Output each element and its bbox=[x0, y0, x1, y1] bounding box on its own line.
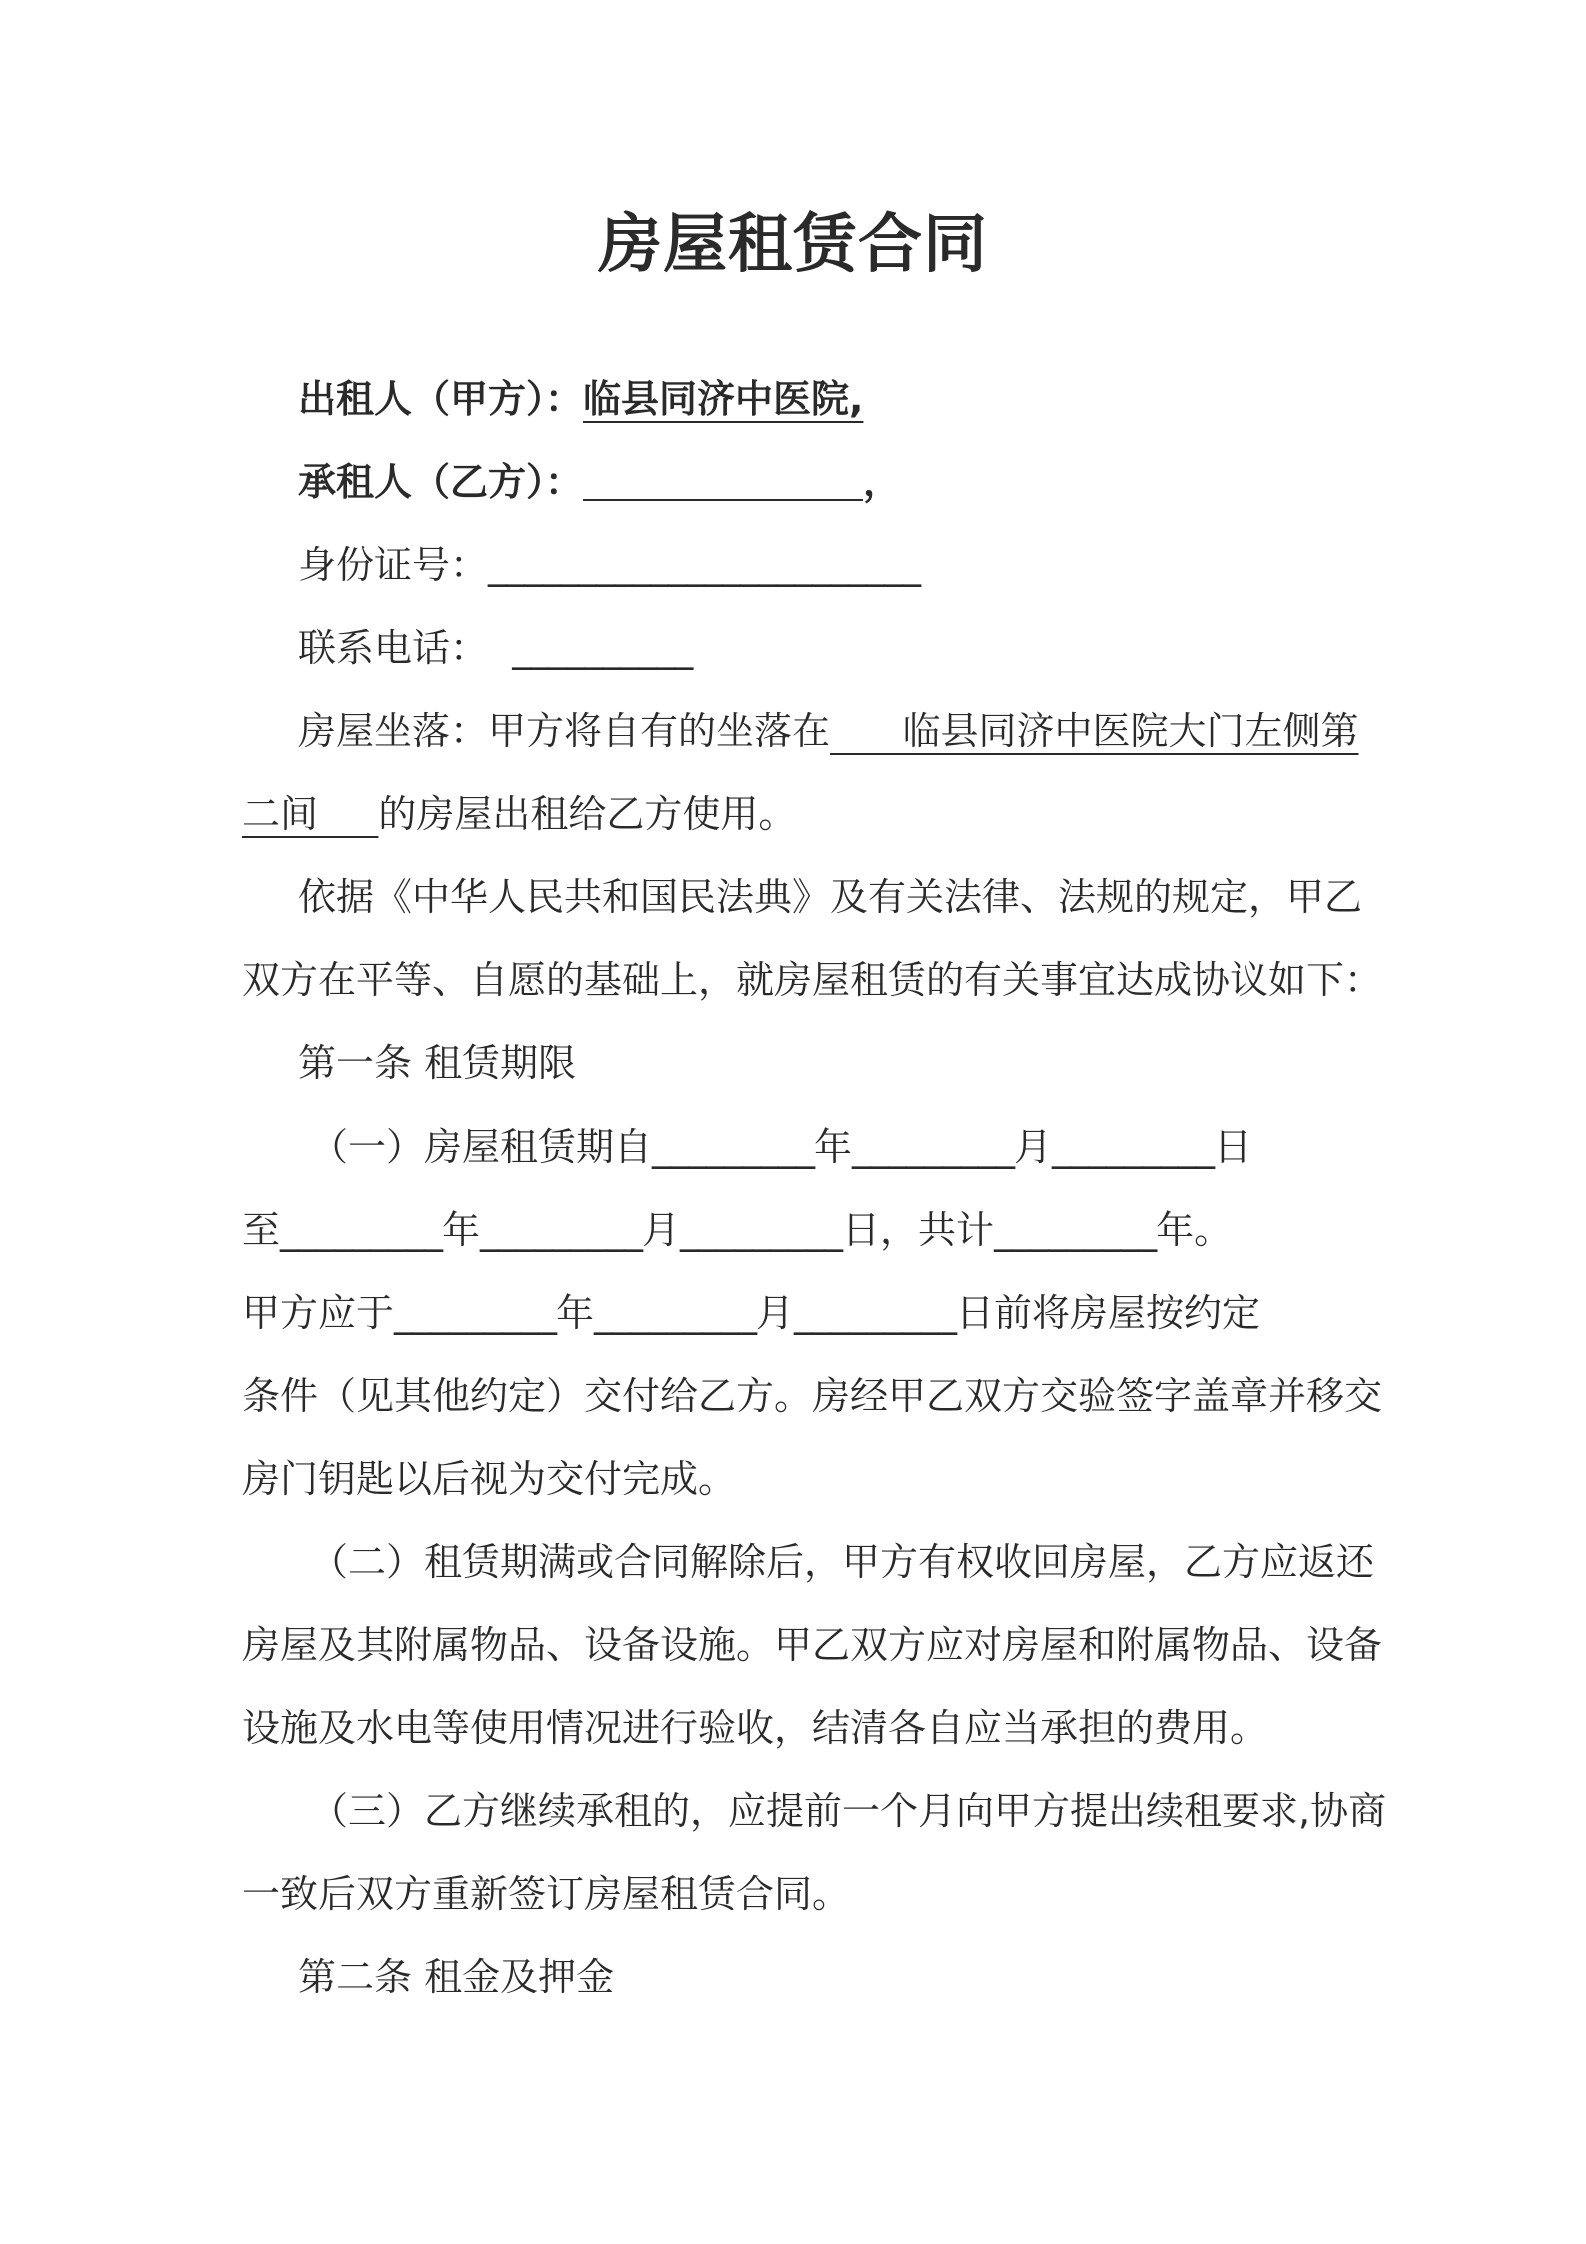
article-2-heading: 第二条 租金及押金 bbox=[298, 1955, 615, 1999]
location-line bbox=[298, 706, 1359, 756]
end-day-blank: _________ bbox=[680, 1208, 843, 1252]
delivery-day-blank: _________ bbox=[794, 1291, 957, 1335]
end-year-blank: _________ bbox=[280, 1208, 443, 1252]
location-value-2 bbox=[242, 792, 378, 836]
article-1-para-2-line-2: 房屋及其附属物品、设备设施。甲乙双方应对房屋和附属物品、设备 bbox=[242, 1623, 1383, 1667]
id-line bbox=[298, 540, 920, 590]
phone-label: 联系电话： bbox=[298, 626, 489, 670]
delivery-year-blank: _________ bbox=[394, 1291, 557, 1335]
year-label: 年 bbox=[556, 1291, 595, 1335]
year-label: 年 bbox=[814, 1125, 853, 1169]
id-blank: ________________________ bbox=[488, 543, 921, 587]
delivery-month-blank: _________ bbox=[594, 1291, 757, 1335]
lessor-line bbox=[298, 374, 863, 424]
id-label: 身份证号： bbox=[298, 543, 489, 587]
location-value-text: 临县同济中医院大门左侧第 bbox=[902, 709, 1359, 753]
month-label: 月 bbox=[642, 1208, 681, 1252]
lessee-name-blank bbox=[583, 459, 863, 501]
phone-line bbox=[298, 623, 692, 673]
article-1-para-2-line-3: 设施及水电等使用情况进行验收，结清各自应当承担的费用。 bbox=[242, 1706, 1269, 1750]
lessee-label: 承租人（乙方）： bbox=[298, 460, 584, 504]
location-value-2-text: 二间 bbox=[242, 792, 319, 836]
year-label: 年 bbox=[442, 1208, 481, 1252]
end-month-blank: _________ bbox=[480, 1208, 643, 1252]
years-end-label: 年。 bbox=[1156, 1208, 1233, 1252]
location-tail: 的房屋出租给乙方使用。 bbox=[378, 792, 797, 836]
month-label: 月 bbox=[1014, 1125, 1053, 1169]
article-1-line-1 bbox=[310, 1122, 1252, 1172]
location-line-2 bbox=[242, 789, 796, 839]
article-1-para-3-line-2: 一致后双方重新签订房屋租赁合同。 bbox=[242, 1872, 851, 1916]
day-label: 日 bbox=[1214, 1125, 1253, 1169]
phone-blank: __________ bbox=[512, 626, 693, 670]
start-year-blank: _________ bbox=[652, 1125, 815, 1169]
month-label: 月 bbox=[756, 1291, 795, 1335]
start-month-blank: _________ bbox=[852, 1125, 1015, 1169]
total-years-blank: _________ bbox=[994, 1208, 1157, 1252]
article-1-para-3-line-1: （三）乙方继续承租的，应提前一个月向甲方提出续租要求,协商 bbox=[310, 1789, 1387, 1833]
lessor-name: 临县同济中医院, bbox=[583, 377, 864, 421]
article-1-line-4: 条件（见其他约定）交付给乙方。房经甲乙双方交验签字盖章并移交 bbox=[242, 1374, 1383, 1418]
basis-line-2: 双方在平等、自愿的基础上，就房屋租赁的有关事宜达成协议如下： bbox=[242, 958, 1383, 1002]
lessee-line bbox=[298, 457, 901, 507]
delivery-tail: 日前将房屋按约定 bbox=[956, 1291, 1261, 1335]
lessor-label: 出租人（甲方）： bbox=[298, 377, 584, 421]
lease-period-start-label: （一）房屋租赁期自 bbox=[310, 1125, 653, 1169]
lessee-tail: ， bbox=[863, 460, 902, 504]
start-day-blank: _________ bbox=[1052, 1125, 1215, 1169]
article-1-line-5: 房门钥匙以后视为交付完成。 bbox=[242, 1457, 737, 1501]
article-1-line-2 bbox=[242, 1205, 1232, 1255]
article-1-para-2-line-1: （二）租赁期满或合同解除后，甲方有权收回房屋，乙方应返还 bbox=[310, 1540, 1375, 1584]
basis-line-1: 依据《中华人民共和国民法典》及有关法律、法规的规定，甲乙 bbox=[298, 875, 1363, 919]
total-label: 日，共计 bbox=[842, 1208, 995, 1252]
location-label: 房屋坐落：甲方将自有的坐落在 bbox=[298, 709, 831, 753]
document-title: 房屋租赁合同 bbox=[598, 208, 988, 282]
article-1-line-3 bbox=[242, 1288, 1260, 1338]
location-value bbox=[830, 709, 1359, 753]
delivery-date-label: 甲方应于 bbox=[242, 1291, 395, 1335]
lease-period-end-label: 至 bbox=[242, 1208, 281, 1252]
article-1-heading: 第一条 租赁期限 bbox=[298, 1041, 577, 1085]
